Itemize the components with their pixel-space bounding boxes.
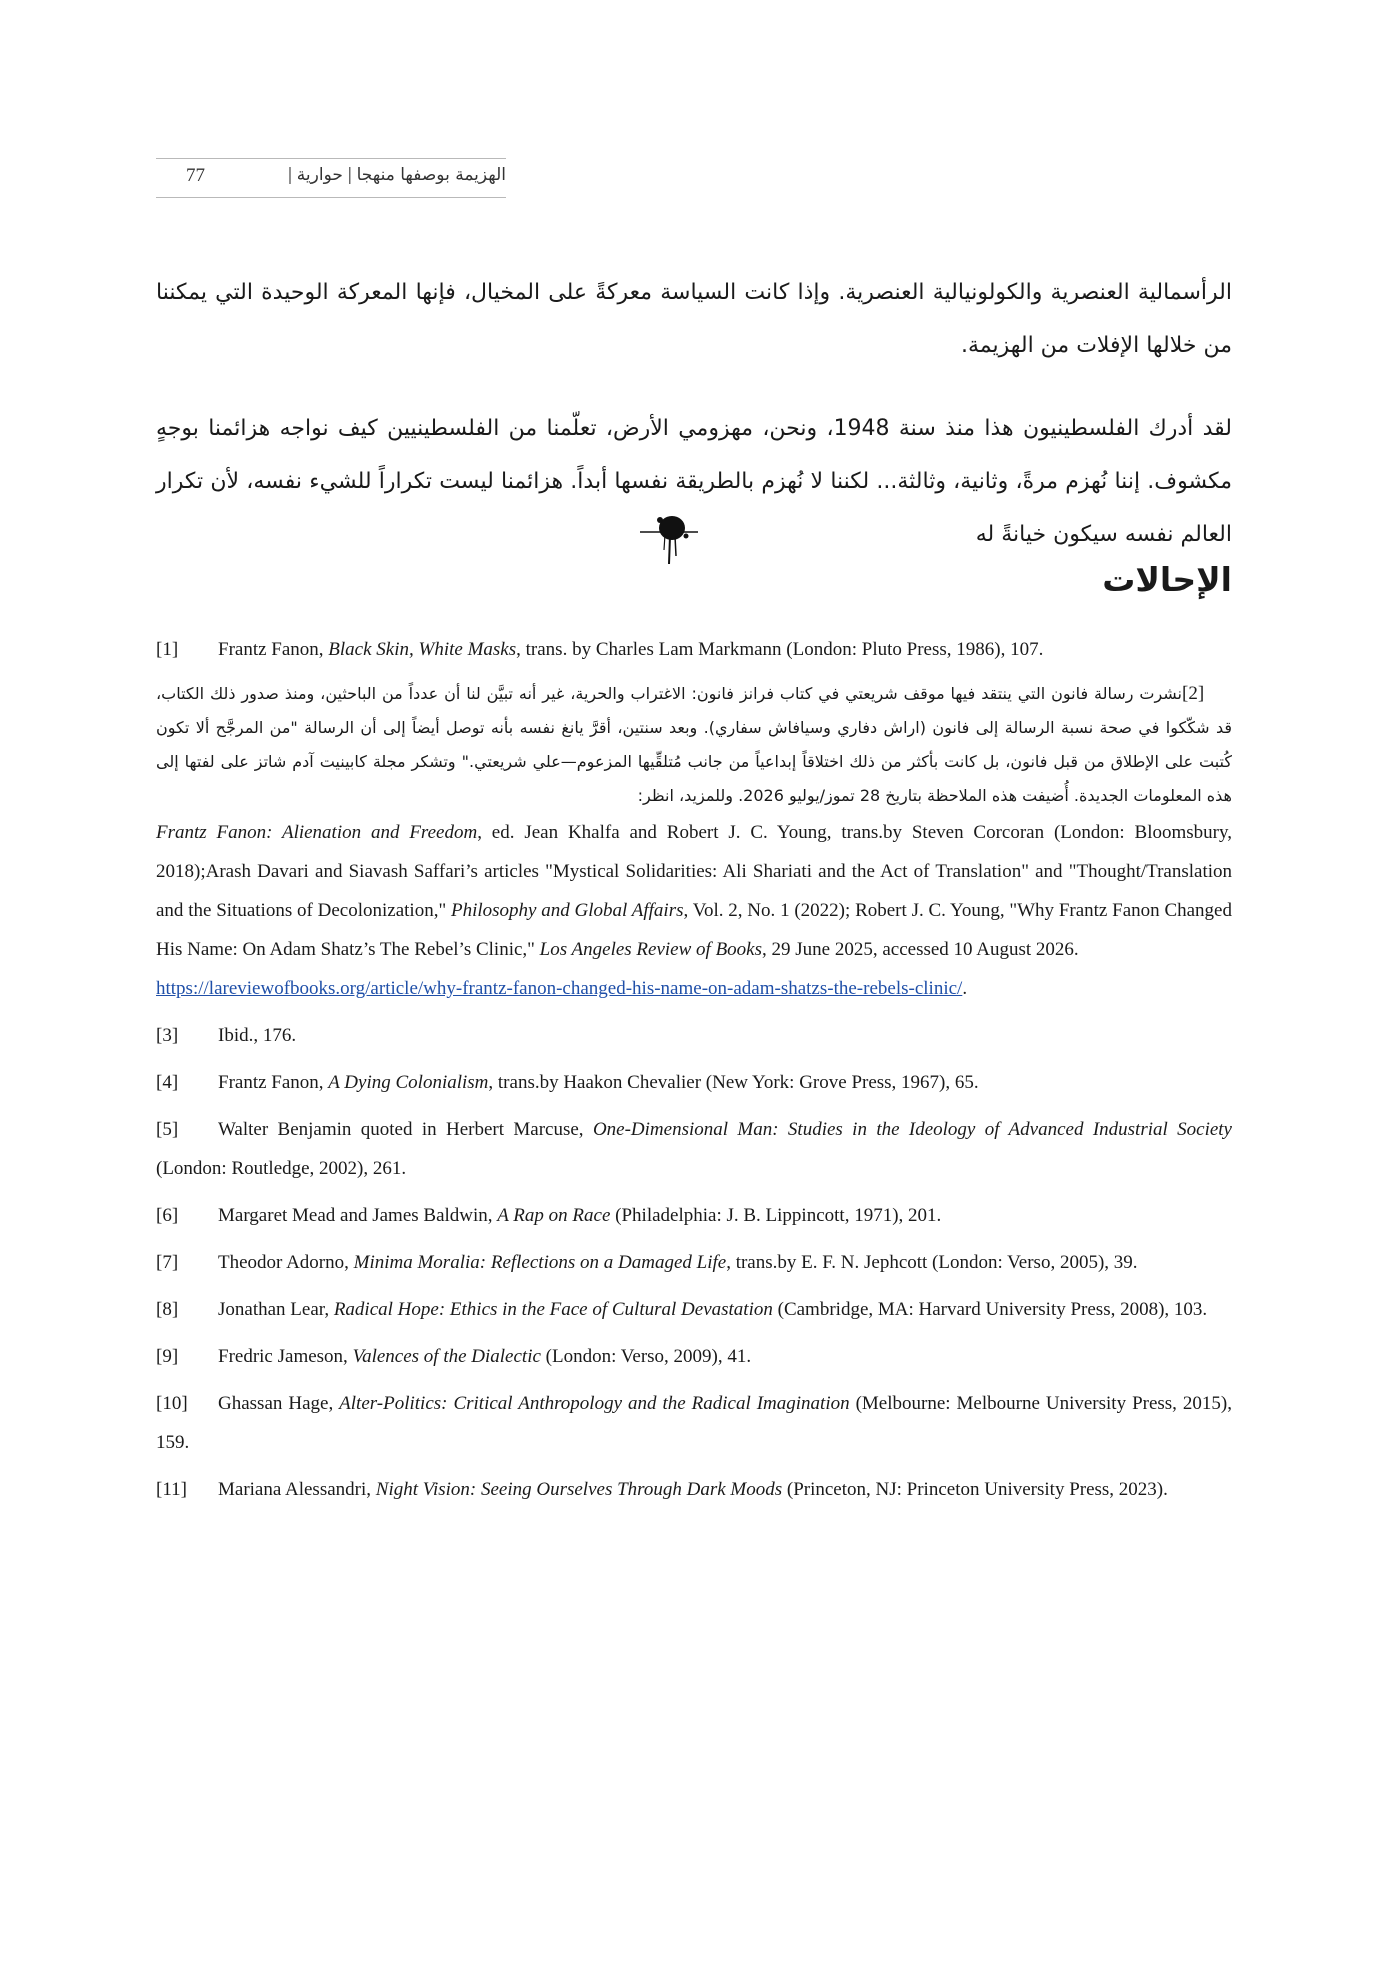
reference-link-end: . (962, 978, 968, 999)
reference-author: Ghassan Hage, (218, 1393, 340, 1414)
reference-7 (156, 1243, 1232, 1282)
reference-title: Los Angeles Review of Books (539, 939, 763, 960)
reference-details: , Vol. 2, No. 1 (2022); Robert J. C. Young, "Why Frantz Fanon Changed His Name: On Adam Shatz’s The Rebel’s Clinic," (156, 900, 1232, 960)
reference-title: Frantz Fanon: Alienation and Freedom (156, 822, 478, 843)
header-rule-top (156, 158, 506, 159)
reference-title: Valences of the Dialectic (352, 1346, 541, 1367)
header-separator: | (346, 165, 353, 185)
reference-number: [10] (156, 1393, 188, 1414)
reference-author: Frantz Fanon, (218, 639, 329, 660)
reference-details: (London: Routledge, 2002), 261. (156, 1158, 407, 1179)
reference-title: Night Vision: Seeing Ourselves Through Dark Moods (375, 1479, 783, 1500)
reference-number: [7] (156, 1252, 179, 1273)
reference-2-english (156, 813, 1232, 969)
header-section: حوارية (296, 165, 343, 185)
reference-title: A Rap on Race (497, 1205, 611, 1226)
reference-title: Radical Hope: Ethics in the Face of Cultural Devastation (333, 1299, 773, 1320)
reference-2-link-line (156, 969, 1232, 1008)
reference-number: [2] (1182, 683, 1205, 704)
reference-details: (Princeton, NJ: Princeton University Press, 2023). (782, 1479, 1168, 1500)
reference-details: , ed. Jean Khalfa and Robert J. C. Young, trans.by Steven Corcoran (London: Bloomsbury, 2018);Arash Davari and Siavash Saffari’s articles "Mystical Solidarities: Ali Shariati and the Act of Translation" and "Thought/Translation and the Situations of Decolonization," (156, 822, 1232, 921)
reference-author: Jonathan Lear, (218, 1299, 334, 1320)
reference-2-arabic-text: نشرت رسالة فانون التي ينتقد فيها موقف شريعتي في كتاب فرانز فانون: الاغتراب والحرية، غير أنه تبيَّن لنا أن عدداً من الباحثين، ومنذ صدور ذلك الكتاب، قد شكّكوا في صحة نسبة الرسالة إلى فانون (اراش دفاري وسيافاش سفاري). وبعد سنتين، أقرَّ يانغ نفسه بأنه توصل أيضاً إلى أن الرسالة "من المرجَّح ألا تكون كُتبت على الإطلاق من قبل فانون، بل كانت بأكثر من ذلك اختلاقاً إبداعياً من جانب مُتلقِّيها المزعوم—علي شريعتي." وتشكر مجلة كابينيت آدم شاتز على لفتها إلى هذه المعلومات الجديدة. أُضيفت هذه الملاحظة بتاريخ 28 تموز/يوليو 2026. وللمزيد، انظر: (156, 684, 1232, 805)
reference-details: , trans.by E. F. N. Jephcott (London: Verso, 2005), 39. (726, 1252, 1138, 1273)
reference-4 (156, 1063, 1232, 1102)
reference-author: Margaret Mead and James Baldwin, (218, 1205, 498, 1226)
reference-title: Minima Moralia: Reflections on a Damaged Life (353, 1252, 727, 1273)
references-list (156, 630, 1232, 1517)
body-paragraph-1: الرأسمالية العنصرية والكولونيالية العنصرية. وإذا كانت السياسة معركةً على المخيال، فإنها المعركة الوحيدة التي يمكننا من خلالها الإفلات من الهزيمة. (156, 280, 1232, 358)
reference-8 (156, 1290, 1232, 1329)
reference-11 (156, 1470, 1232, 1509)
header-separator: | (287, 165, 293, 185)
reference-details: (Melbourne: Melbourne University Press, 2015), 159. (156, 1393, 1232, 1453)
reference-author: Fredric Jameson, (218, 1346, 353, 1367)
reference-number: [1] (156, 639, 179, 660)
reference-3 (156, 1016, 1232, 1055)
body-paragraph-2: لقد أدرك الفلسطينيون هذا منذ سنة 1948، ونحن، مهزومي الأرض، تعلّمنا من الفلسطينيين كيف نواجه هزائمنا بوجهٍ مكشوف. إننا نُهزم مرةً، وثانية، وثالثة... لكننا لا نُهزم بالطريقة نفسها أبداً. هزائمنا ليست تكراراً للشيء نفسه، لأن تكرار العالم نفسه سيكون خيانةً له (156, 416, 1232, 547)
reference-details: , 29 June 2025, accessed 10 August 2026. (762, 939, 1079, 960)
reference-details: (Philadelphia: J. B. Lippincott, 1971), 201. (610, 1205, 942, 1226)
page-number: 77 (186, 165, 205, 186)
reference-link[interactable]: https://lareviewofbooks.org/article/why-frantz-fanon-changed-his-name-on-adam-shatzs-the-rebels-clinic/ (156, 978, 963, 999)
reference-number: [8] (156, 1299, 179, 1320)
running-header (156, 158, 506, 198)
reference-9 (156, 1337, 1232, 1376)
reference-number: [5] (156, 1119, 179, 1140)
reference-5 (156, 1110, 1232, 1188)
reference-title: Alter-Politics: Critical Anthropology and the Radical Imagination (339, 1393, 850, 1414)
header-text (283, 165, 506, 185)
reference-number: [3] (156, 1025, 179, 1046)
reference-6 (156, 1196, 1232, 1235)
reference-author: Theodor Adorno, (218, 1252, 354, 1273)
reference-title: One-Dimensional Man: Studies in the Ideology of Advanced Industrial Society (592, 1119, 1232, 1140)
references-heading: الإحالات (1102, 560, 1232, 599)
reference-title: Black Skin, White Masks (328, 639, 517, 660)
reference-number: [11] (156, 1479, 187, 1500)
header-rule-bottom (156, 197, 506, 198)
reference-10 (156, 1384, 1232, 1462)
reference-number: [6] (156, 1205, 179, 1226)
reference-number: [9] (156, 1346, 179, 1367)
reference-author: Mariana Alessandri, (218, 1479, 376, 1500)
ink-blot-icon (640, 506, 700, 566)
reference-title: Philosophy and Global Affairs (450, 900, 684, 921)
reference-author: Frantz Fanon, (218, 1072, 329, 1093)
reference-2-arabic (156, 677, 1232, 813)
reference-title: A Dying Colonialism (328, 1072, 489, 1093)
reference-number: [4] (156, 1072, 179, 1093)
header-title: الهزيمة بوصفها منهجا (356, 165, 506, 185)
reference-details: (Cambridge, MA: Harvard University Press, 2008), 103. (772, 1299, 1208, 1320)
reference-details: , trans. by Charles Lam Markmann (London: Pluto Press, 1986), 107. (516, 639, 1044, 660)
reference-details: Ibid., 176. (218, 1025, 297, 1046)
reference-details: (London: Verso, 2009), 41. (540, 1346, 752, 1367)
reference-author: Walter Benjamin quoted in Herbert Marcuse, (218, 1119, 593, 1140)
reference-details: , trans.by Haakon Chevalier (New York: Grove Press, 1967), 65. (488, 1072, 979, 1093)
reference-1 (156, 630, 1232, 669)
